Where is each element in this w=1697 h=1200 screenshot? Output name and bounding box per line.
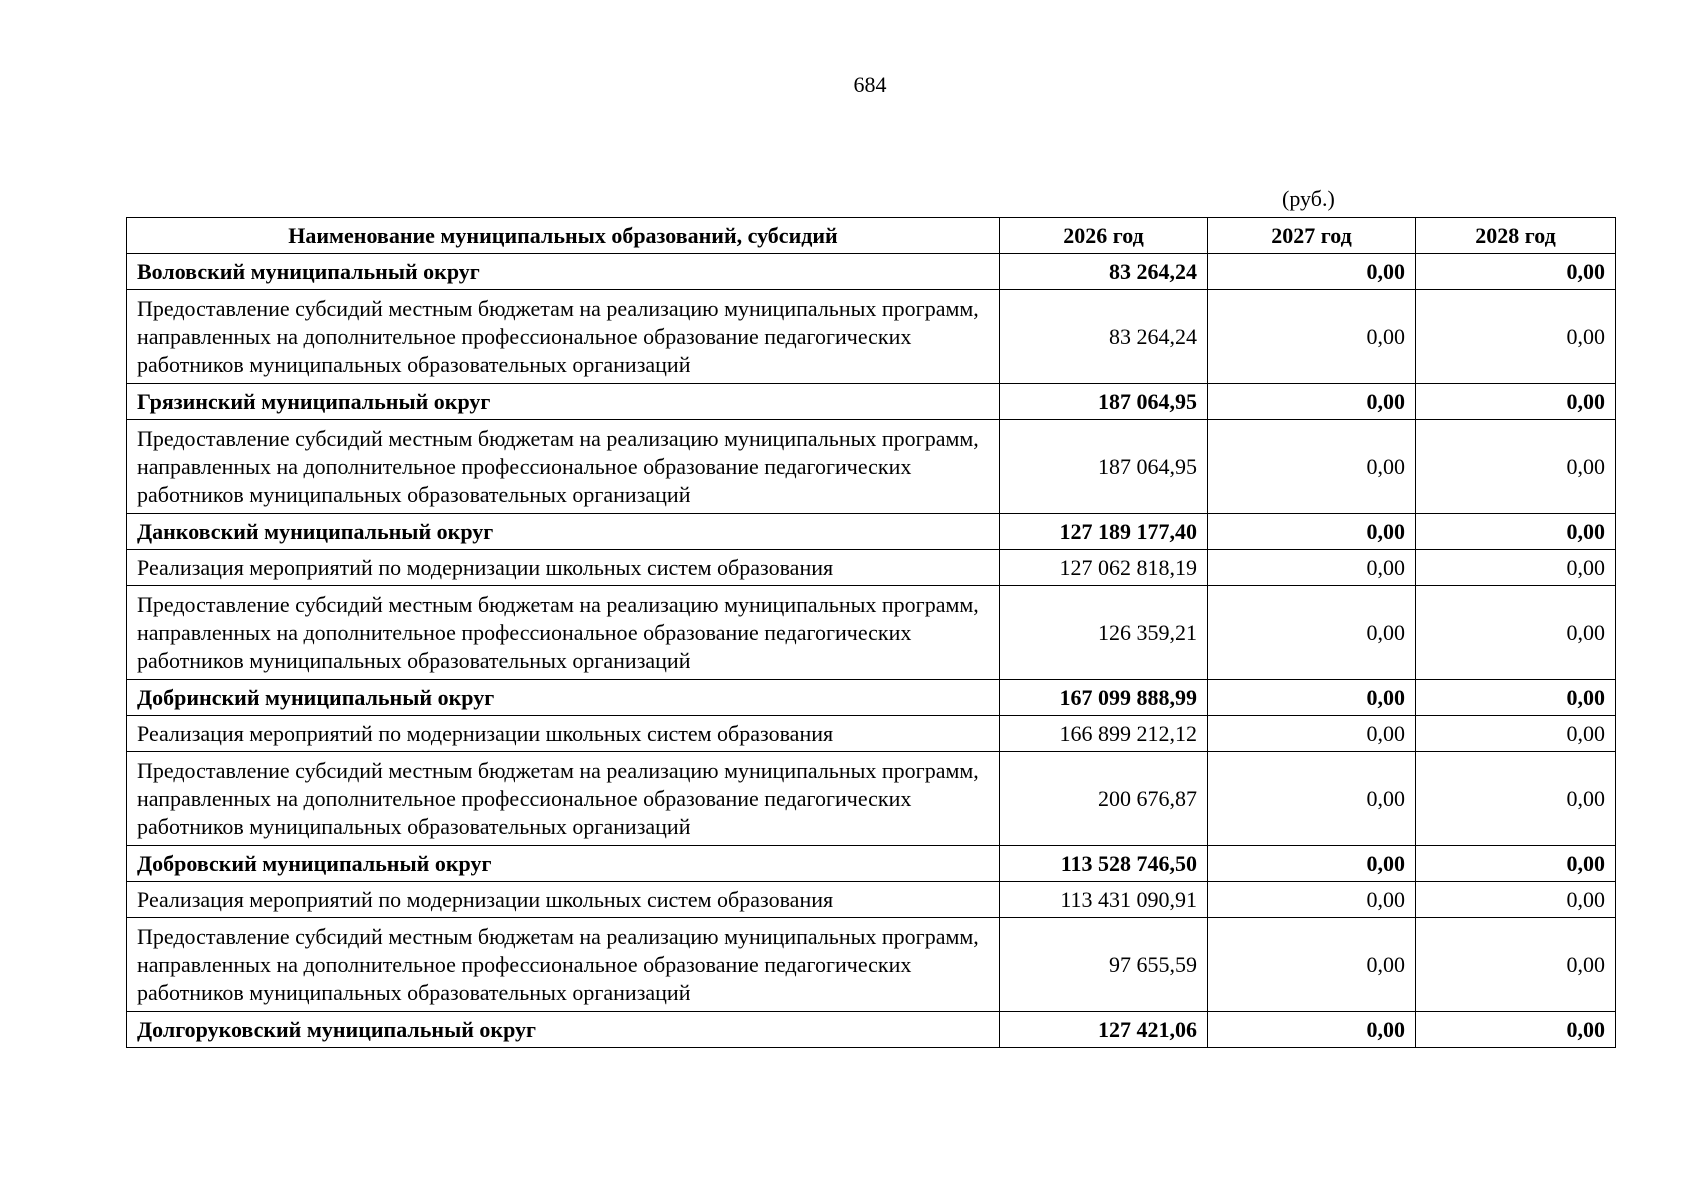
row-name: Воловский муниципальный округ	[127, 254, 1000, 290]
header-name: Наименование муниципальных образований, субсидий	[127, 218, 1000, 254]
table-header-row	[127, 218, 1616, 254]
table-row	[127, 1012, 1616, 1048]
row-2027: 0,00	[1208, 290, 1416, 384]
row-2027: 0,00	[1208, 420, 1416, 514]
row-2028: 0,00	[1416, 680, 1616, 716]
row-2026: 97 655,59	[1000, 918, 1208, 1012]
table-row	[127, 846, 1616, 882]
row-2027: 0,00	[1208, 586, 1416, 680]
row-name: Данковский муниципальный округ	[127, 514, 1000, 550]
row-2027: 0,00	[1208, 918, 1416, 1012]
row-2026: 127 421,06	[1000, 1012, 1208, 1048]
row-2027: 0,00	[1208, 1012, 1416, 1048]
row-name: Добровский муниципальный округ	[127, 846, 1000, 882]
row-name: Долгоруковский муниципальный округ	[127, 1012, 1000, 1048]
row-2027: 0,00	[1208, 882, 1416, 918]
table-row	[127, 680, 1616, 716]
row-name: Предоставление субсидий местным бюджетам на реализацию муниципальных программ, направленных на дополнительное профессиональное образование педагогических работников муниципальных образовательных организаций	[127, 752, 1000, 846]
row-2027: 0,00	[1208, 550, 1416, 586]
row-2028: 0,00	[1416, 514, 1616, 550]
row-2026: 126 359,21	[1000, 586, 1208, 680]
row-2027: 0,00	[1208, 514, 1416, 550]
row-2028: 0,00	[1416, 586, 1616, 680]
row-2028: 0,00	[1416, 550, 1616, 586]
unit-label: (руб.)	[1282, 186, 1335, 211]
row-2027: 0,00	[1208, 680, 1416, 716]
row-2028: 0,00	[1416, 254, 1616, 290]
table-row	[127, 254, 1616, 290]
row-2027: 0,00	[1208, 752, 1416, 846]
row-name: Реализация мероприятий по модернизации школьных систем образования	[127, 550, 1000, 586]
row-2027: 0,00	[1208, 716, 1416, 752]
table-row	[127, 420, 1616, 514]
table-row	[127, 716, 1616, 752]
table-row	[127, 586, 1616, 680]
row-2028: 0,00	[1416, 918, 1616, 1012]
row-2028: 0,00	[1416, 882, 1616, 918]
row-2028: 0,00	[1416, 752, 1616, 846]
row-name: Реализация мероприятий по модернизации школьных систем образования	[127, 716, 1000, 752]
row-2028: 0,00	[1416, 846, 1616, 882]
table-row	[127, 550, 1616, 586]
row-2026: 167 099 888,99	[1000, 680, 1208, 716]
row-2028: 0,00	[1416, 420, 1616, 514]
row-name: Добринский муниципальный округ	[127, 680, 1000, 716]
header-2028: 2028 год	[1416, 218, 1616, 254]
row-2026: 187 064,95	[1000, 420, 1208, 514]
header-2027: 2027 год	[1208, 218, 1416, 254]
table-row	[127, 384, 1616, 420]
row-2026: 166 899 212,12	[1000, 716, 1208, 752]
row-2028: 0,00	[1416, 716, 1616, 752]
row-2026: 127 062 818,19	[1000, 550, 1208, 586]
row-2027: 0,00	[1208, 254, 1416, 290]
table-row	[127, 290, 1616, 384]
budget-table	[126, 217, 1616, 1048]
table-row	[127, 882, 1616, 918]
row-2026: 200 676,87	[1000, 752, 1208, 846]
row-2026: 113 431 090,91	[1000, 882, 1208, 918]
page-number: 684	[853, 72, 887, 97]
row-name: Предоставление субсидий местным бюджетам на реализацию муниципальных программ, направленных на дополнительное профессиональное образование педагогических работников муниципальных образовательных организаций	[127, 420, 1000, 514]
row-2026: 83 264,24	[1000, 290, 1208, 384]
row-name: Предоставление субсидий местным бюджетам на реализацию муниципальных программ, направленных на дополнительное профессиональное образование педагогических работников муниципальных образовательных организаций	[127, 586, 1000, 680]
row-name: Предоставление субсидий местным бюджетам на реализацию муниципальных программ, направленных на дополнительное профессиональное образование педагогических работников муниципальных образовательных организаций	[127, 290, 1000, 384]
table-row	[127, 514, 1616, 550]
table-row	[127, 752, 1616, 846]
row-2028: 0,00	[1416, 1012, 1616, 1048]
row-name: Реализация мероприятий по модернизации школьных систем образования	[127, 882, 1000, 918]
row-2028: 0,00	[1416, 384, 1616, 420]
row-2027: 0,00	[1208, 384, 1416, 420]
row-name: Грязинский муниципальный округ	[127, 384, 1000, 420]
table-row	[127, 918, 1616, 1012]
header-2026: 2026 год	[1000, 218, 1208, 254]
row-2026: 113 528 746,50	[1000, 846, 1208, 882]
row-2026: 83 264,24	[1000, 254, 1208, 290]
row-2026: 187 064,95	[1000, 384, 1208, 420]
row-2026: 127 189 177,40	[1000, 514, 1208, 550]
row-2027: 0,00	[1208, 846, 1416, 882]
row-name: Предоставление субсидий местным бюджетам на реализацию муниципальных программ, направленных на дополнительное профессиональное образование педагогических работников муниципальных образовательных организаций	[127, 918, 1000, 1012]
row-2028: 0,00	[1416, 290, 1616, 384]
